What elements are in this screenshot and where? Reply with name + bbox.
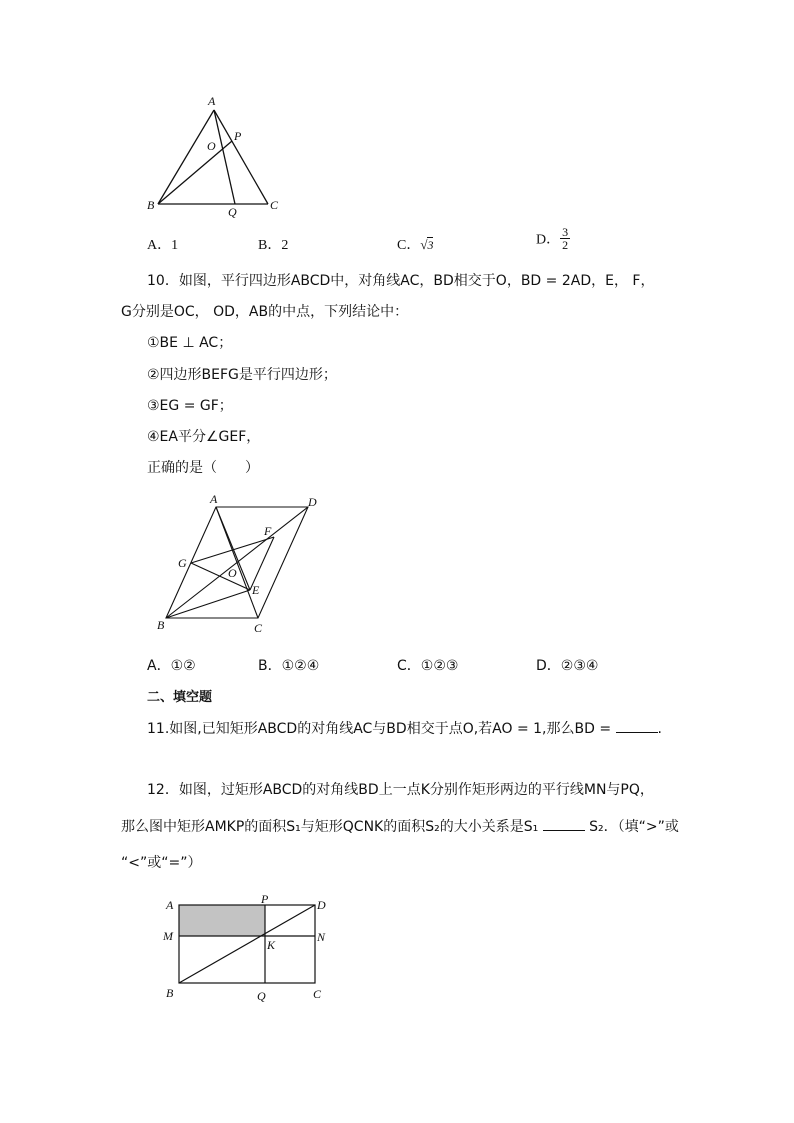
label-b: B (166, 986, 174, 1000)
q11-text: 11.如图,已知矩形ABCD的对角线AC与BD相交于点O,若AO = 1,那么BD = (147, 721, 612, 737)
q10-line2: G分别是OC， OD，AB的中点，下列结论中： (121, 304, 409, 320)
q12-line1: 12．如图，过矩形ABCD的对角线BD上一点K分别作矩形两边的平行线MN与PQ， (147, 782, 654, 798)
q10-item-4: ④EA平分∠GEF， (147, 429, 261, 445)
answer-blank (543, 818, 585, 831)
label-m: M (163, 929, 173, 943)
option-d-prefix: D． (536, 232, 561, 248)
label-d: D (317, 898, 326, 912)
q12-line2-b: S₂．（填“>”或 (589, 819, 679, 835)
fraction-denominator: 2 (562, 238, 569, 252)
figure-rectangle-abcd (155, 890, 345, 1010)
option-d (536, 226, 570, 251)
label-n: N (317, 930, 326, 944)
option-b: B．2 (258, 238, 289, 253)
answer-blank (616, 720, 658, 733)
section-heading: 二、填空题 (147, 690, 213, 705)
q10-option-b: B．①②④ (258, 658, 320, 674)
q10-item-2: ②四边形BEFG是平行四边形； (147, 367, 337, 383)
label-p: P (234, 129, 242, 143)
option-c-prefix: C． (397, 238, 421, 253)
shaded-rectangle-amkp (179, 905, 265, 936)
figure-triangle-abc (140, 92, 290, 222)
label-a: A (210, 492, 218, 506)
label-b: B (147, 198, 155, 212)
label-e: E (252, 583, 260, 597)
option-a: A．1 (147, 238, 179, 253)
q10-line1: 10．如图，平行四边形ABCD中，对角线AC，BD相交于O，BD = 2AD，E， F， (147, 273, 655, 289)
label-c: C (270, 198, 279, 212)
fraction-numerator: 3 (562, 225, 569, 239)
label-q: Q (228, 205, 237, 219)
q12-line3: “<”或“=”） (121, 855, 202, 871)
label-g: G (178, 556, 187, 570)
q12-line2 (121, 816, 679, 836)
q10-option-a: A．①② (147, 658, 196, 674)
label-k: K (267, 938, 276, 952)
label-o: O (207, 139, 216, 153)
fraction (560, 226, 570, 251)
sqrt-radicand: 3 (427, 238, 434, 252)
label-c: C (313, 987, 322, 1001)
label-c: C (254, 621, 263, 635)
option-c (397, 234, 433, 254)
label-f: F (264, 524, 272, 538)
label-o: O (228, 566, 237, 580)
question-11 (147, 718, 662, 738)
sqrt-sign: √ (420, 237, 428, 252)
q10-item-1: ①BE ⊥ AC； (147, 335, 233, 351)
q10-option-d: D．②③④ (536, 658, 599, 674)
label-a: A (208, 94, 216, 108)
q10-prompt: 正确的是（ ） (147, 460, 259, 476)
label-b: B (157, 618, 165, 632)
q10-item-3: ③EG = GF； (147, 398, 233, 414)
q12-line2-a: 那么图中矩形AMKP的面积S₁与矩形QCNK的面积S₂的大小关系是S₁ (121, 819, 539, 835)
label-q: Q (257, 989, 266, 1003)
q10-option-c: C．①②③ (397, 658, 459, 674)
q11-end: . (657, 721, 662, 737)
label-a: A (166, 898, 174, 912)
label-p: P (261, 892, 269, 906)
label-d: D (308, 495, 317, 509)
figure-parallelogram-abcd (150, 490, 330, 640)
